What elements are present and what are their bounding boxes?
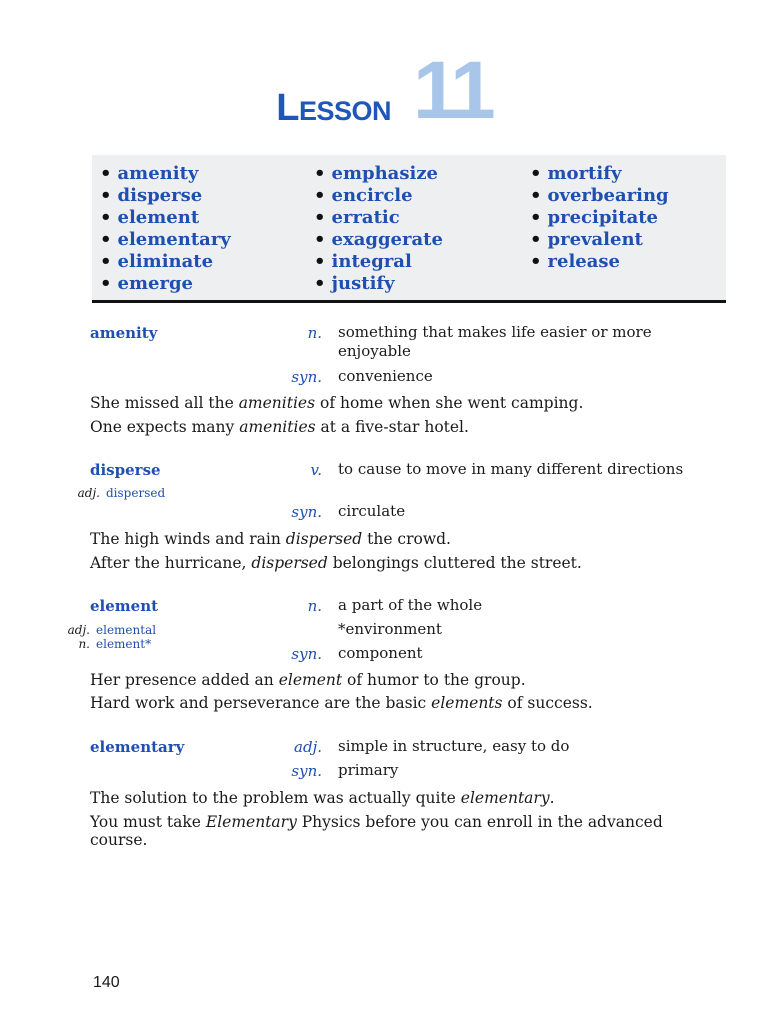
- word-list-column-1: [100, 163, 231, 295]
- word-list-item: • erratic: [314, 207, 400, 228]
- definition-secondary: *environment: [338, 620, 442, 638]
- example-sentence: Hard work and perseverance are the basic elements of success.: [90, 694, 593, 712]
- example-sentence: The high winds and rain dispersed the crowd.: [90, 530, 451, 548]
- part-of-speech: n.: [307, 597, 322, 615]
- word-list-item: • emerge: [100, 273, 193, 294]
- word-list-item: • prevalent: [530, 229, 643, 250]
- synonym-label: syn.: [291, 762, 322, 780]
- part-of-speech: v.: [310, 461, 322, 479]
- synonym: convenience: [338, 367, 433, 385]
- example-sentence: One expects many amenities at a five-star hotel.: [90, 418, 469, 436]
- lesson-word: Lesson: [276, 87, 392, 129]
- word-list-item: • justify: [314, 273, 395, 294]
- example-sentence: The solution to the problem was actually quite elementary.: [90, 789, 555, 807]
- word-form: adj. dispersed: [77, 486, 166, 500]
- example-sentence: Her presence added an element of humor to the group.: [90, 671, 526, 689]
- entry-elementary: [0, 737, 768, 857]
- word-list-item: • elementary: [100, 229, 231, 250]
- example-sentence: After the hurricane, dispersed belongings cluttered the street.: [90, 554, 582, 572]
- word-list-item: • mortify: [530, 163, 622, 184]
- entry-disperse: [0, 459, 768, 579]
- word-list-item: • exaggerate: [314, 229, 443, 250]
- part-of-speech: adj.: [294, 738, 322, 756]
- page-number: 140: [93, 974, 120, 991]
- word-list-item: • element: [100, 207, 200, 228]
- word-list-column-2: [314, 163, 443, 295]
- definition: to cause to move in many different directions: [338, 460, 684, 478]
- word-list-item: • disperse: [100, 185, 203, 206]
- word-list-item: • encircle: [314, 185, 413, 206]
- part-of-speech: n.: [307, 324, 322, 342]
- word-list-item: • eliminate: [100, 251, 214, 272]
- synonym-label: syn.: [291, 645, 322, 663]
- headword: element: [90, 597, 159, 615]
- definition: simple in structure, easy to do: [338, 737, 570, 755]
- example-sentence: She missed all the amenities of home when she went camping.: [90, 394, 584, 412]
- synonym: circulate: [338, 502, 406, 520]
- word-list-item: • overbearing: [530, 185, 669, 206]
- entry-element: [0, 596, 768, 716]
- definition: something that makes life easier or more enjoyable: [338, 323, 652, 360]
- word-list-box: [92, 155, 726, 303]
- word-list-item: • release: [530, 251, 620, 272]
- word-list-column-3: [530, 163, 669, 273]
- entry-amenity: [0, 322, 768, 442]
- synonym-label: syn.: [291, 503, 322, 521]
- headword: amenity: [90, 324, 158, 342]
- word-list-item: • precipitate: [530, 207, 659, 228]
- synonym: primary: [338, 761, 399, 779]
- word-list-item: • emphasize: [314, 163, 438, 184]
- word-form: n. element*: [78, 637, 152, 651]
- headword: disperse: [90, 461, 161, 479]
- word-list-item: • amenity: [100, 163, 199, 184]
- headword: elementary: [90, 738, 185, 756]
- word-list-item: • integral: [314, 251, 412, 272]
- lesson-number: 11: [413, 45, 492, 136]
- lesson-title: [0, 45, 768, 136]
- definition: a part of the whole: [338, 596, 483, 614]
- example-sentence: You must take Elementary Physics before you can enroll in the advanced course.: [90, 813, 663, 849]
- word-form: adj. elemental: [67, 623, 157, 637]
- synonym: component: [338, 644, 423, 662]
- synonym-label: syn.: [291, 368, 322, 386]
